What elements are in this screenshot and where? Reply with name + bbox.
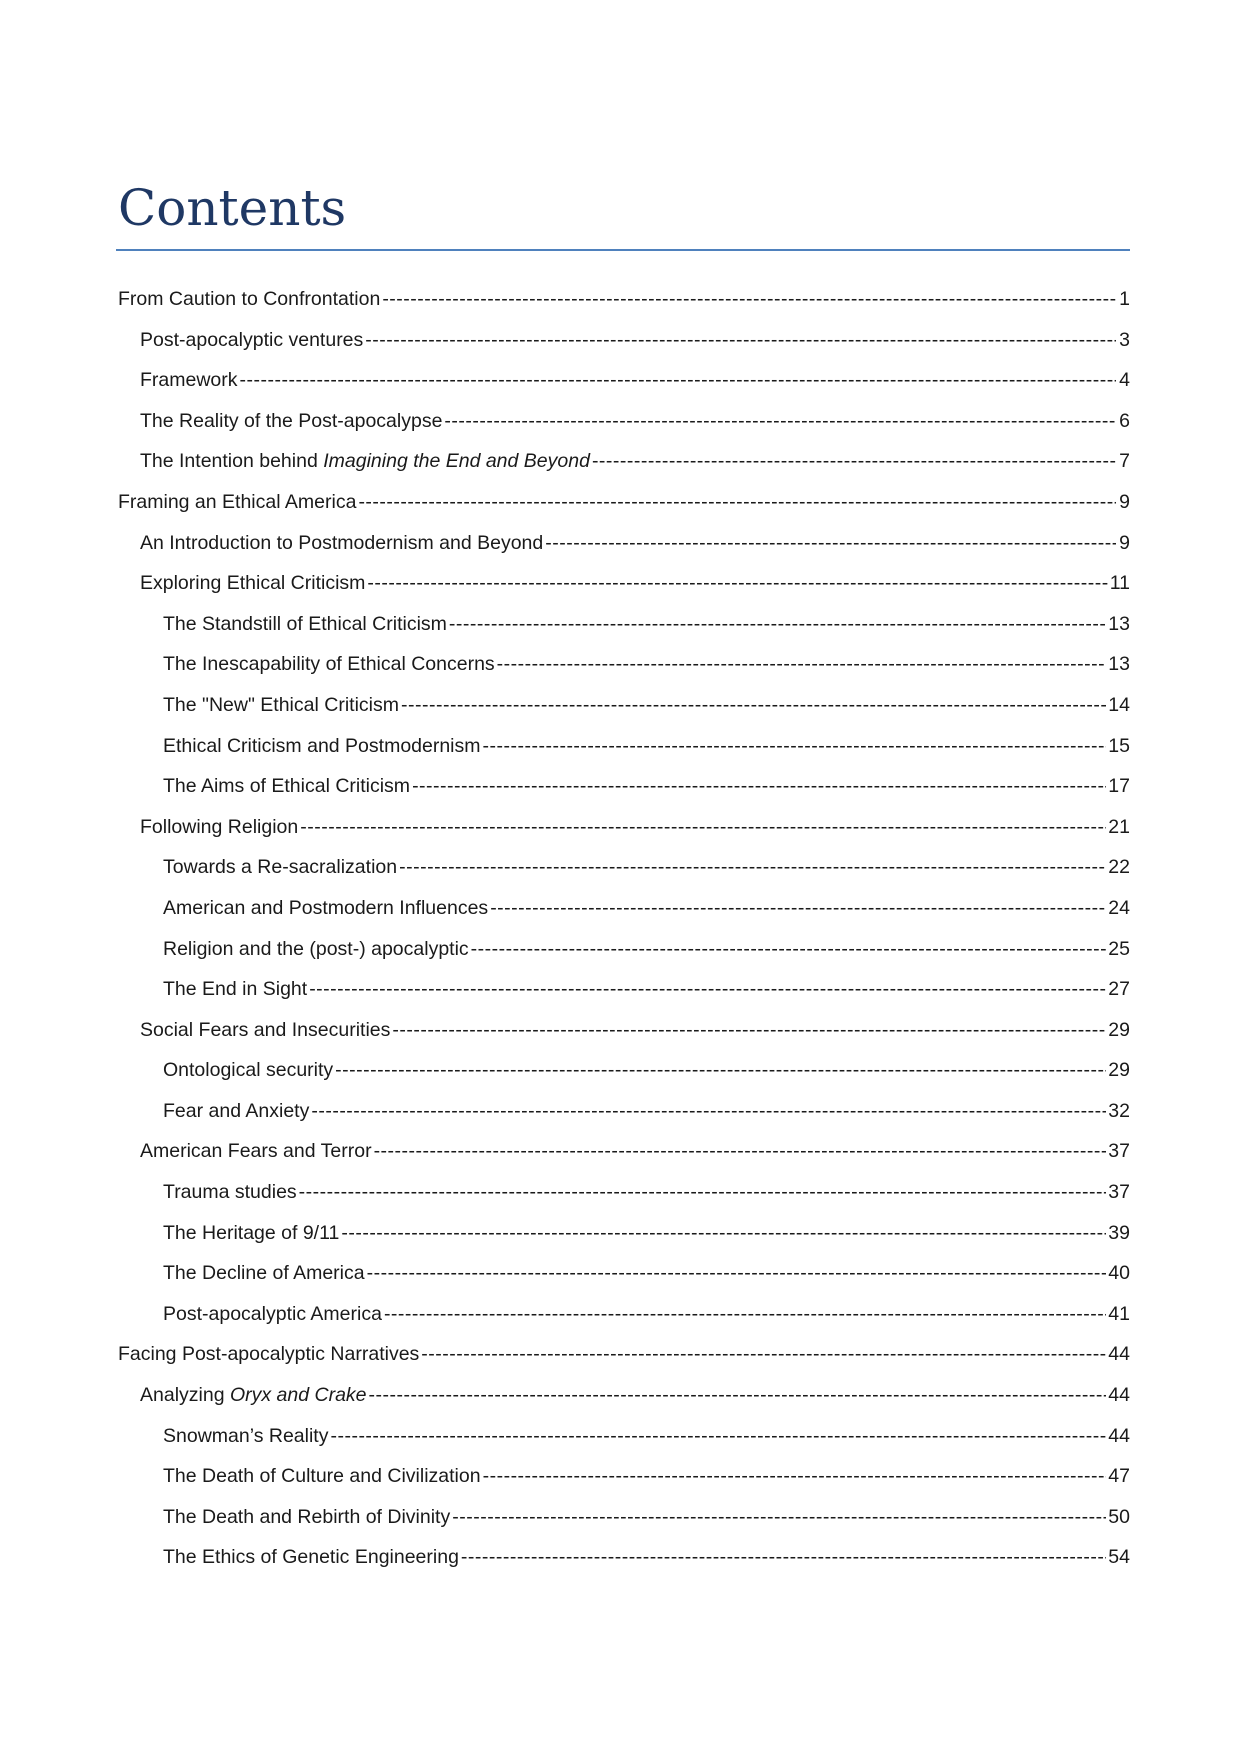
dot-leader xyxy=(461,1537,1106,1578)
toc-entry[interactable] xyxy=(118,1416,1130,1457)
dot-leader xyxy=(545,523,1116,564)
toc-entry-title-italic: Oryx and Crake xyxy=(229,1384,367,1407)
dot-leader xyxy=(367,563,1107,604)
toc-entry[interactable] xyxy=(118,279,1130,320)
toc-page-number: 9 xyxy=(1119,531,1130,554)
toc-entry-title xyxy=(163,847,397,888)
toc-entry-title-part: The Death and Rebirth of Divinity xyxy=(163,1505,451,1528)
toc-entry-title-part: The Ethics of Genetic Engineering xyxy=(163,1546,459,1569)
toc-entry-title xyxy=(140,401,442,442)
toc-entry[interactable] xyxy=(118,441,1130,482)
toc-entry[interactable] xyxy=(118,523,1130,564)
toc-entry-title-part: American and Postmodern Influences xyxy=(163,896,489,919)
toc-entry[interactable] xyxy=(118,401,1130,442)
toc-entry-title-part: The Aims of Ethical Criticism xyxy=(163,775,411,798)
toc-entry-title-part: Ethical Criticism and Postmodernism xyxy=(163,734,481,757)
toc-entry-title xyxy=(163,1253,365,1294)
dot-leader xyxy=(483,726,1107,767)
dot-leader xyxy=(412,766,1106,807)
toc-entry-title xyxy=(163,1213,339,1254)
dot-leader xyxy=(240,360,1116,401)
dot-leader xyxy=(452,1497,1106,1538)
toc-page-number: 27 xyxy=(1108,978,1130,1001)
toc-entry-title xyxy=(163,888,488,929)
toc-entry-title xyxy=(140,1375,367,1416)
toc-entry-title xyxy=(163,1294,382,1335)
toc-entry-title-part: The Heritage of 9/11 xyxy=(163,1221,340,1244)
toc-entry-title-part: Ontological security xyxy=(163,1059,334,1082)
toc-page-number: 44 xyxy=(1108,1343,1130,1366)
toc-entry-title xyxy=(163,1497,450,1538)
toc-entry-title-part: Facing Post-apocalyptic Narratives xyxy=(118,1343,420,1366)
toc-entry-title xyxy=(140,1010,390,1051)
toc-entry-title xyxy=(118,1334,419,1375)
toc-entry-title-part: The Death of Culture and Civilization xyxy=(163,1465,481,1488)
dot-leader xyxy=(358,482,1116,523)
toc-entry[interactable] xyxy=(118,1091,1130,1132)
toc-entry-title-part: The Reality of the Post-apocalypse xyxy=(140,409,443,432)
toc-entry-title-part: The "New" Ethical Criticism xyxy=(163,693,399,716)
toc-page-number: 13 xyxy=(1108,612,1130,635)
toc-entry-title-part: Snowman’s Reality xyxy=(163,1424,329,1447)
dot-leader xyxy=(382,279,1116,320)
toc-entry[interactable] xyxy=(118,360,1130,401)
dot-leader xyxy=(421,1334,1106,1375)
page-title: Contents xyxy=(118,179,347,237)
toc-entry-title xyxy=(163,644,495,685)
toc-entry[interactable] xyxy=(118,766,1130,807)
toc-page-number: 22 xyxy=(1108,856,1130,879)
dot-leader xyxy=(369,1375,1107,1416)
dot-leader xyxy=(311,1091,1106,1132)
toc-entry-title-part: An Introduction to Postmodernism and Beyond xyxy=(140,531,544,554)
toc-page-number: 29 xyxy=(1108,1059,1130,1082)
toc-entry-title-part: Following Religion xyxy=(140,815,299,838)
toc-entry[interactable] xyxy=(118,1131,1130,1172)
toc-entry-title-part: The Intention behind xyxy=(140,450,324,473)
toc-page-number: 25 xyxy=(1108,937,1130,960)
toc-entry-title xyxy=(163,726,481,767)
toc-entry-title xyxy=(163,1172,297,1213)
toc-page-number: 9 xyxy=(1119,490,1130,513)
dot-leader xyxy=(392,1010,1106,1051)
toc-page-number: 4 xyxy=(1119,369,1130,392)
toc-entry-title xyxy=(118,482,356,523)
dot-leader xyxy=(299,1172,1107,1213)
toc-entry-title xyxy=(140,360,238,401)
toc-page-number: 24 xyxy=(1108,896,1130,919)
toc-entry-title xyxy=(163,1456,481,1497)
toc-entry-title xyxy=(163,969,307,1010)
toc-entry[interactable] xyxy=(118,726,1130,767)
dot-leader xyxy=(330,1416,1106,1457)
toc-page-number: 17 xyxy=(1108,775,1130,798)
toc-page-number: 40 xyxy=(1108,1262,1130,1285)
toc-entry-title xyxy=(163,604,447,645)
toc-entry-title xyxy=(163,1050,333,1091)
dot-leader xyxy=(471,929,1107,970)
toc-page-number: 29 xyxy=(1108,1018,1130,1041)
toc-entry-title xyxy=(163,1416,328,1457)
toc-entry-title-part: The Standstill of Ethical Criticism xyxy=(163,612,447,635)
toc-entry-title-part: The Decline of America xyxy=(163,1262,365,1285)
toc-page-number: 14 xyxy=(1108,693,1130,716)
dot-leader xyxy=(309,969,1106,1010)
dot-leader xyxy=(384,1294,1106,1335)
toc-page-number: 44 xyxy=(1108,1384,1130,1407)
toc-page-number: 47 xyxy=(1108,1465,1130,1488)
dot-leader xyxy=(374,1131,1107,1172)
toc-entry-title xyxy=(163,766,410,807)
table-of-contents xyxy=(118,279,1130,1578)
toc-entry-title-part: Post-apocalyptic America xyxy=(163,1302,382,1325)
toc-entry[interactable] xyxy=(118,969,1130,1010)
toc-entry[interactable] xyxy=(118,1010,1130,1051)
toc-entry-title-part: Post-apocalyptic ventures xyxy=(140,328,364,351)
toc-entry-title-part: Trauma studies xyxy=(163,1181,297,1204)
toc-entry-title-part: Religion and the (post-) apocalyptic xyxy=(163,937,469,960)
dot-leader xyxy=(341,1213,1106,1254)
toc-entry[interactable] xyxy=(118,604,1130,645)
dot-leader xyxy=(365,320,1116,361)
dot-leader xyxy=(483,1456,1107,1497)
dot-leader xyxy=(335,1050,1106,1091)
toc-entry[interactable] xyxy=(118,807,1130,848)
toc-entry-title-part: Framework xyxy=(140,369,238,392)
toc-entry-title xyxy=(163,685,399,726)
toc-entry-title xyxy=(163,1537,459,1578)
toc-entry-title xyxy=(140,523,543,564)
toc-entry-title-part: The Inescapability of Ethical Concerns xyxy=(163,653,495,676)
toc-entry-title-part: American Fears and Terror xyxy=(140,1140,372,1163)
dot-leader xyxy=(367,1253,1107,1294)
toc-page-number: 3 xyxy=(1119,328,1130,351)
toc-entry-title xyxy=(140,1131,372,1172)
toc-entry[interactable] xyxy=(118,1253,1130,1294)
toc-entry-title xyxy=(140,320,363,361)
toc-entry-title-part: Towards a Re-sacralization xyxy=(163,856,398,879)
toc-entry[interactable] xyxy=(118,1537,1130,1578)
dot-leader xyxy=(401,685,1106,726)
toc-entry-title xyxy=(140,807,298,848)
toc-page-number: 6 xyxy=(1119,409,1130,432)
toc-page-number: 13 xyxy=(1108,653,1130,676)
toc-entry-title-part: Fear and Anxiety xyxy=(163,1099,310,1122)
toc-page-number: 7 xyxy=(1119,450,1130,473)
toc-entry[interactable] xyxy=(118,482,1130,523)
toc-entry-title xyxy=(140,563,365,604)
toc-page-number: 37 xyxy=(1108,1181,1130,1204)
toc-entry[interactable] xyxy=(118,320,1130,361)
toc-entry-title xyxy=(118,279,380,320)
toc-entry-title-part: Analyzing xyxy=(140,1384,230,1407)
toc-page-number: 32 xyxy=(1108,1099,1130,1122)
toc-page-number: 41 xyxy=(1108,1302,1130,1325)
toc-entry[interactable] xyxy=(118,1334,1130,1375)
toc-entry-title-part: From Caution to Confrontation xyxy=(118,288,381,310)
toc-entry-title-part: Exploring Ethical Criticism xyxy=(140,572,366,595)
dot-leader xyxy=(399,847,1106,888)
toc-entry[interactable] xyxy=(118,1294,1130,1335)
toc-page-number: 39 xyxy=(1108,1221,1130,1244)
toc-entry[interactable] xyxy=(118,1497,1130,1538)
toc-page-number: 1 xyxy=(1119,288,1130,310)
dot-leader xyxy=(444,401,1116,442)
toc-page-number: 44 xyxy=(1108,1424,1130,1447)
toc-page-number: 21 xyxy=(1108,815,1130,838)
toc-entry-title xyxy=(163,929,469,970)
dot-leader xyxy=(300,807,1106,848)
toc-entry-title-italic: Imagining the End and Beyond xyxy=(323,450,590,473)
toc-entry-title-part: The End in Sight xyxy=(163,978,308,1001)
toc-entry[interactable] xyxy=(118,563,1130,604)
dot-leader xyxy=(449,604,1106,645)
toc-entry-title-part: Framing an Ethical America xyxy=(118,490,357,513)
toc-entry[interactable] xyxy=(118,685,1130,726)
toc-page-number: 11 xyxy=(1109,572,1130,595)
toc-entry[interactable] xyxy=(118,888,1130,929)
toc-entry[interactable] xyxy=(118,1213,1130,1254)
toc-page-number: 37 xyxy=(1108,1140,1130,1163)
toc-entry[interactable] xyxy=(118,929,1130,970)
toc-entry-title xyxy=(163,1091,309,1132)
title-divider xyxy=(116,249,1130,251)
dot-leader xyxy=(490,888,1106,929)
toc-entry-title xyxy=(140,441,590,482)
toc-page-number: 54 xyxy=(1108,1546,1130,1569)
dot-leader xyxy=(497,644,1107,685)
toc-entry[interactable] xyxy=(118,1375,1130,1416)
dot-leader xyxy=(592,441,1116,482)
toc-entry[interactable] xyxy=(118,1172,1130,1213)
toc-entry[interactable] xyxy=(118,1456,1130,1497)
toc-entry-title-part: Social Fears and Insecurities xyxy=(140,1018,391,1041)
toc-page-number: 50 xyxy=(1108,1505,1130,1528)
toc-entry[interactable] xyxy=(118,847,1130,888)
toc-entry[interactable] xyxy=(118,1050,1130,1091)
toc-page-number: 15 xyxy=(1108,734,1130,757)
toc-entry[interactable] xyxy=(118,644,1130,685)
